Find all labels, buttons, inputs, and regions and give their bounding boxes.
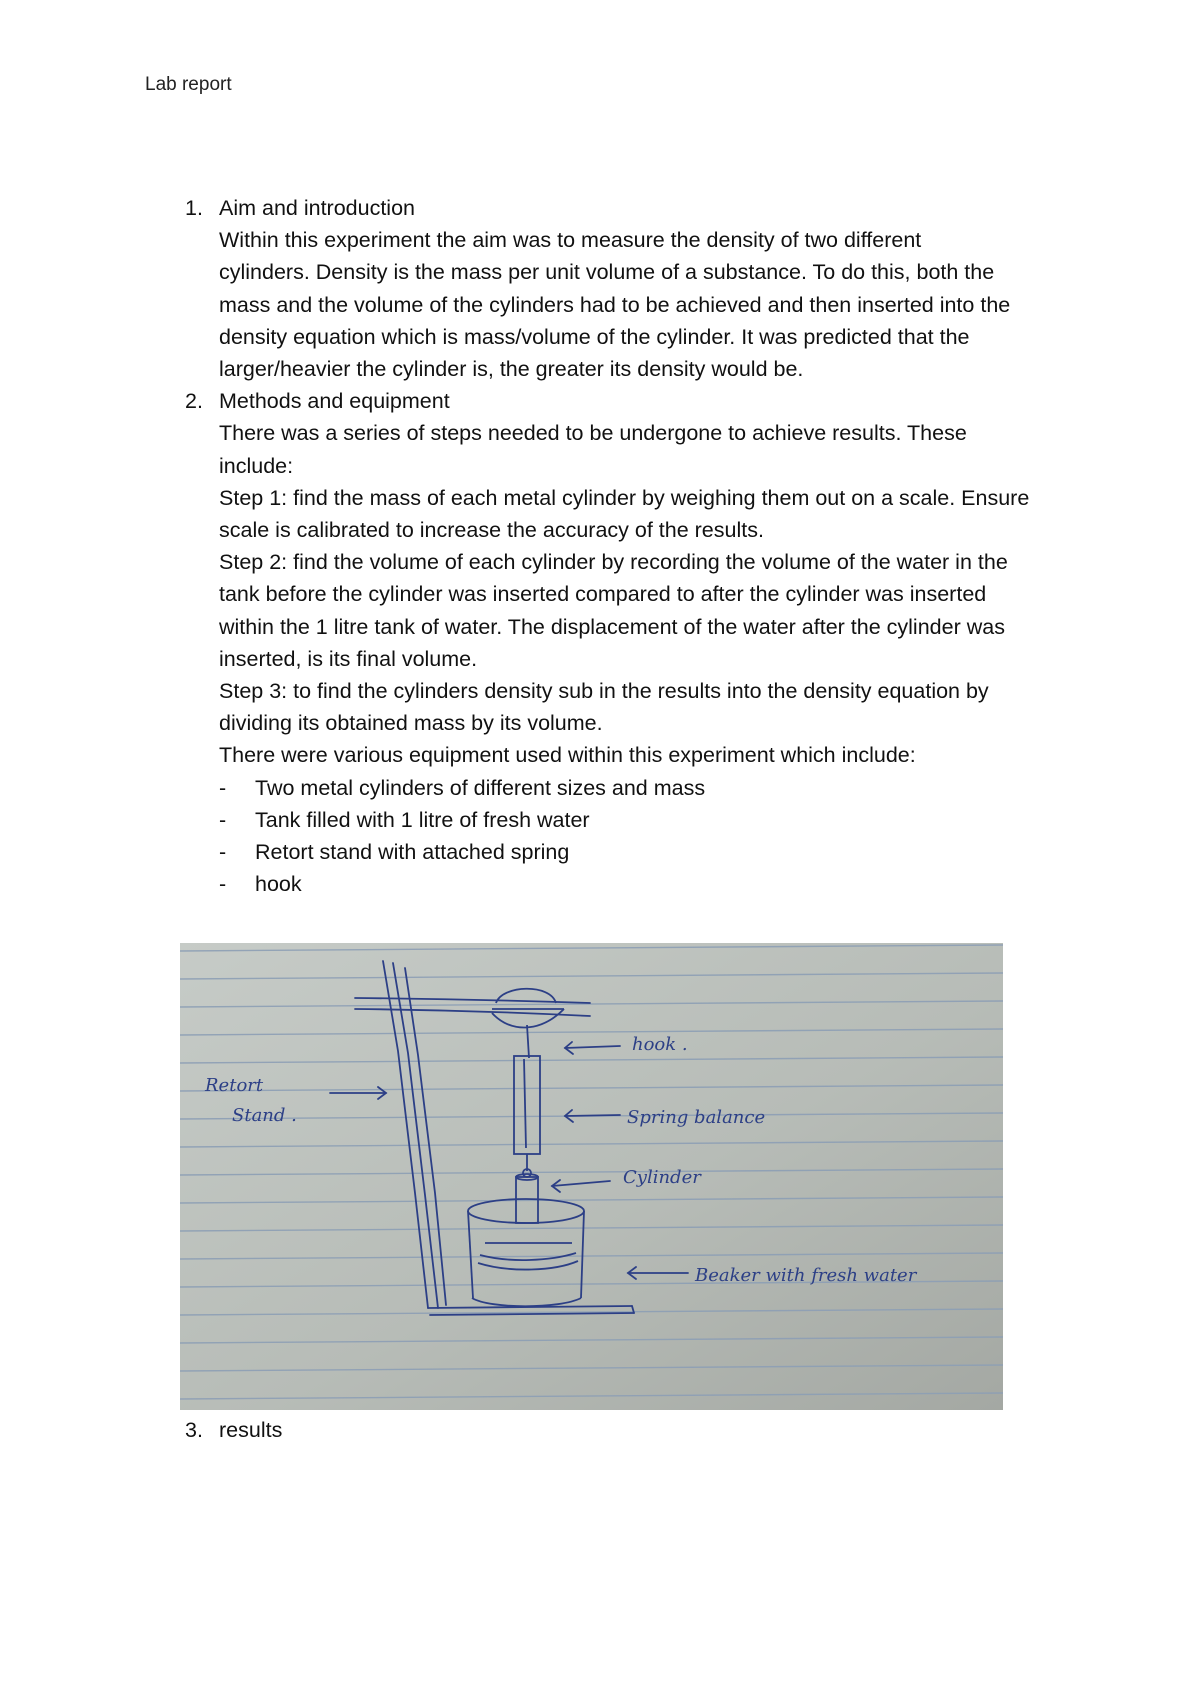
label-spring-balance: Spring balance — [627, 1107, 766, 1128]
page-header: Lab report — [145, 74, 232, 95]
equipment-list — [219, 772, 1065, 901]
bullet-dash: - — [219, 872, 227, 897]
list-item — [219, 868, 1065, 900]
list-item-text: Retort stand with attached spring — [255, 840, 570, 865]
paragraph-line: Step 3: to find the cylinders density sub in the results into the density equation by — [219, 679, 989, 704]
section-number: 3. — [185, 1418, 203, 1442]
paragraph-line: Step 1: find the mass of each metal cylinder by weighing them out on a scale. Ensure — [219, 485, 1030, 510]
label-retort: Retort — [205, 1075, 264, 1096]
section-aim — [185, 192, 1065, 385]
paragraph-line: larger/heavier the cylinder is, the greater its density would be. — [219, 357, 804, 382]
list-item — [219, 836, 1065, 868]
section-heading: results — [219, 1418, 283, 1442]
list-item-text: hook — [255, 872, 302, 897]
paragraph-line: mass and the volume of the cylinders had to be achieved and then inserted into the — [219, 292, 1011, 317]
bullet-dash: - — [219, 775, 227, 800]
label-beaker: Beaker with fresh water — [695, 1265, 917, 1286]
section-number: 2. — [185, 389, 203, 414]
list-item — [219, 804, 1065, 836]
section-number: 1. — [185, 196, 203, 220]
label-hook: hook . — [632, 1034, 688, 1055]
paragraph-line: dividing its obtained mass by its volume. — [219, 711, 603, 736]
paragraph-line: There were various equipment used within this experiment which include: — [219, 743, 916, 768]
paragraph-line: inserted, is its final volume. — [219, 646, 478, 671]
apparatus-sketch-photo — [180, 943, 1003, 1410]
paragraph-line: Step 2: find the volume of each cylinder by recording the volume of the water in the — [219, 550, 1008, 575]
bullet-dash: - — [219, 840, 227, 865]
section-methods — [185, 385, 1065, 900]
paragraph-line: within the 1 litre tank of water. The displacement of the water after the cylinder was — [219, 614, 1005, 639]
paragraph-line: density equation which is mass/volume of the cylinder. It was predicted that the — [219, 324, 970, 349]
paragraph-line: scale is calibrated to increase the accuracy of the results. — [219, 518, 764, 543]
document-body — [185, 192, 1065, 900]
section-heading: Methods and equipment — [219, 389, 450, 414]
section-results — [185, 1414, 282, 1446]
paragraph-line: There was a series of steps needed to be undergone to achieve results. These — [219, 421, 967, 446]
label-cylinder: Cylinder — [623, 1167, 701, 1188]
paragraph-line: cylinders. Density is the mass per unit volume of a substance. To do this, both the — [219, 260, 995, 285]
bullet-dash: - — [219, 807, 227, 832]
list-item-text: Two metal cylinders of different sizes and mass — [255, 775, 706, 800]
label-stand: Stand . — [232, 1105, 297, 1126]
paragraph-line: Within this experiment the aim was to measure the density of two different — [219, 228, 922, 253]
section-heading: Aim and introduction — [219, 196, 415, 220]
list-item-text: Tank filled with 1 litre of fresh water — [255, 807, 590, 832]
paragraph-line: tank before the cylinder was inserted compared to after the cylinder was inserted — [219, 582, 987, 607]
paragraph-line: include: — [219, 453, 294, 478]
list-item — [219, 772, 1065, 804]
